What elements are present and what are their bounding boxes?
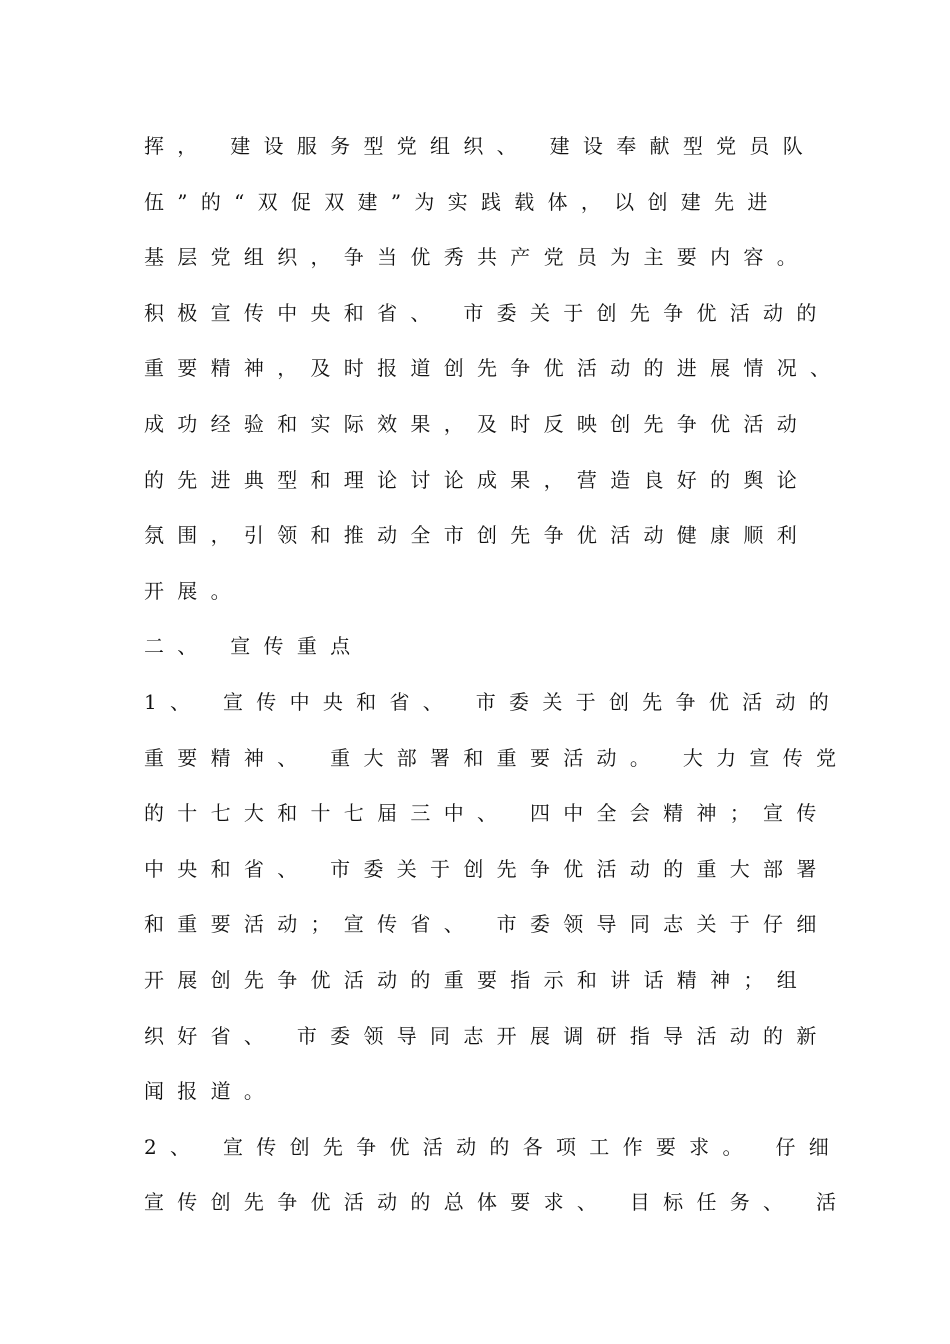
section-heading: 二、 宣传重点 bbox=[144, 634, 364, 659]
text-line: 挥， 建设服务型党组织、 建设奉献型党员队 bbox=[144, 134, 817, 158]
document-body bbox=[144, 126, 850, 1238]
text-line: 成功经验和实际效果，及时反映创先争优活动 bbox=[144, 411, 810, 436]
text-line: 宣传创先争优活动的总体要求、 目标任务、 活 bbox=[144, 1190, 850, 1215]
text-line: 开展。 bbox=[144, 578, 244, 603]
text-line: 重要精神、 重大部署和重要活动。 大力宣传党 bbox=[144, 745, 850, 770]
text-line: 2、 宣传创先争优活动的各项工作要求。 仔细 bbox=[144, 1134, 843, 1159]
text-line: 的先进典型和理论讨论成果，营造良好的舆论 bbox=[144, 467, 810, 492]
text-line: 中央和省、 市委关于创先争优活动的重大部署 bbox=[144, 856, 830, 881]
text-line: 氛围，引领和推动全市创先争优活动健康顺利 bbox=[144, 523, 810, 548]
text-line: 的十七大和十七届三中、 四中全会精神；宣传 bbox=[144, 801, 830, 826]
text-line: 开展创先争优活动的重要指示和讲话精神；组 bbox=[144, 967, 810, 992]
text-line: 闻报道。 bbox=[144, 1079, 278, 1104]
text-line: 积极宣传中央和省、 市委关于创先争优活动的 bbox=[144, 300, 830, 325]
text-line: 重要精神，及时报道创先争优活动的进展情况、 bbox=[144, 356, 844, 381]
text-line: 伍”的“双促双建”为实践载体，以创建先进 bbox=[144, 189, 781, 214]
text-line: 和重要活动；宣传省、 市委领导同志关于仔细 bbox=[144, 912, 830, 937]
text-line: 1、 宣传中央和省、 市委关于创先争优活动的 bbox=[144, 689, 843, 714]
text-line: 织好省、 市委领导同志开展调研指导活动的新 bbox=[144, 1023, 830, 1048]
text-line: 基层党组织，争当优秀共产党员为主要内容。 bbox=[144, 245, 810, 270]
